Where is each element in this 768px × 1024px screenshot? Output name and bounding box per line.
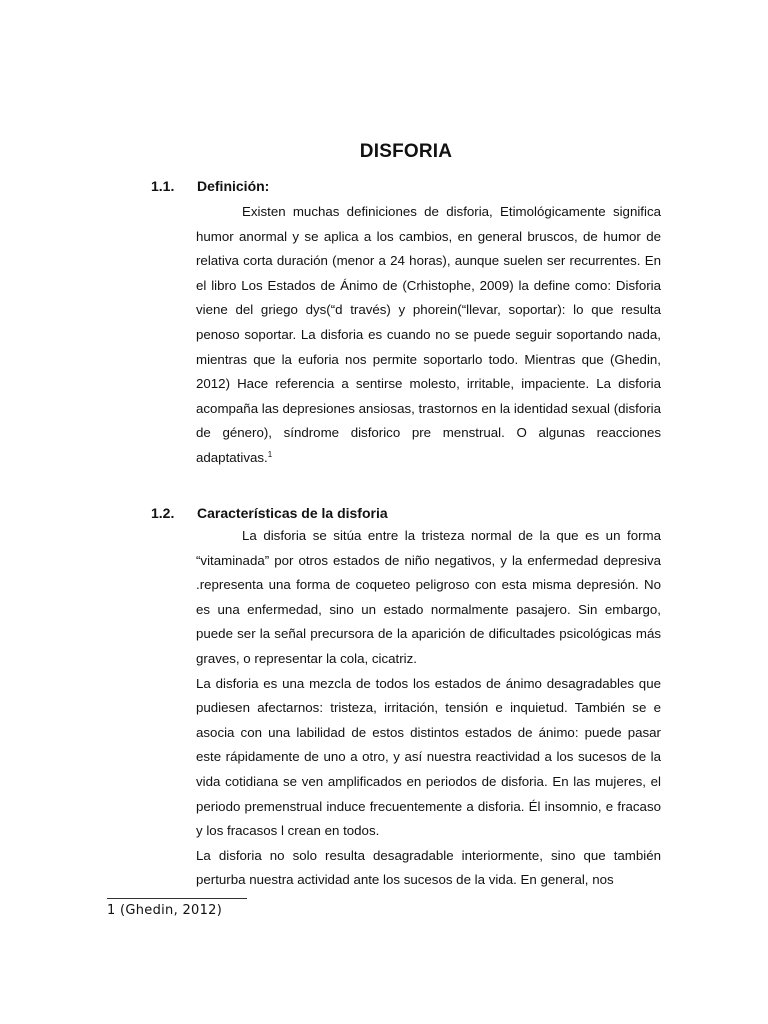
section-title: Definición: [197, 178, 270, 194]
section-heading-caracteristicas [151, 505, 388, 521]
section-number: 1.2. [151, 505, 175, 521]
paragraph: La disforia se sitúa entre la tristeza normal de la que es un forma “vitaminada” por otros estados de niño negativos, y la enfermedad depresiva .representa una forma de coqueteo peligroso con esta misma depresión. No es una enfermedad, sino un estado normalmente pasajero. Sin embargo, puede ser la señal precursora de la aparición de dificultades psicológicas más graves, o representar la cola, cicatriz. [196, 528, 661, 666]
footnote: 1 (Ghedin, 2012) [107, 903, 223, 918]
paragraph: La disforia es una mezcla de todos los estados de ánimo desagradables que pudiesen afectarnos: tristeza, irritación, tensión e inquietud. También se e asocia con una labilidad de estos distintos estados de ánimo: puede pasar este rápidamente de uno a otro, y así nuestra reactividad a los sucesos de la vida cotidiana se ven amplificados en periodos de disforia. En las mujeres, el periodo premenstrual induce frecuentemente a disforia. Él insomnio, e fracaso y los fracasos l crean en todos. [196, 675, 661, 839]
footnote-reference[interactable]: 1 [267, 449, 273, 459]
section-body-definicion [196, 200, 661, 471]
section-heading-definicion [151, 178, 269, 194]
paragraph [196, 200, 661, 471]
paragraph: La disforia no solo resulta desagradable interiormente, sino que también perturba nuestra actividad ante los sucesos de la vida. En general, nos [196, 847, 661, 888]
footnote-divider [107, 898, 247, 899]
section-body-caracteristicas [196, 524, 661, 893]
paragraph-text: Existen muchas definiciones de disforia, Etimológicamente significa humor anormal y se aplica a los cambios, en general bruscos, de humor de relativa corta duración (menor a 24 horas), aunque suelen ser recurrentes. En el libro Los Estados de Ánimo de (Crhistophe, 2009) la define como: Disforia viene del griego dys(“d través) y phorein(“llevar, soportar): lo que resulta penoso soportar. La disforia es cuando no se puede seguir soportando nada, mientras que la euforia nos permite soportarlo todo. Mientras que (Ghedin, 2012) Hace referencia a sentirse molesto, irritable, impaciente. La disforia acompaña las depresiones ansiosas, trastornos en la identidad sexual (disforia de género), síndrome disforico pre menstrual. O algunas reacciones adaptativas. [196, 204, 661, 465]
section-number: 1.1. [151, 178, 175, 194]
document-title: DISFORIA [359, 141, 453, 162]
section-title: Características de la disforia [197, 505, 388, 521]
